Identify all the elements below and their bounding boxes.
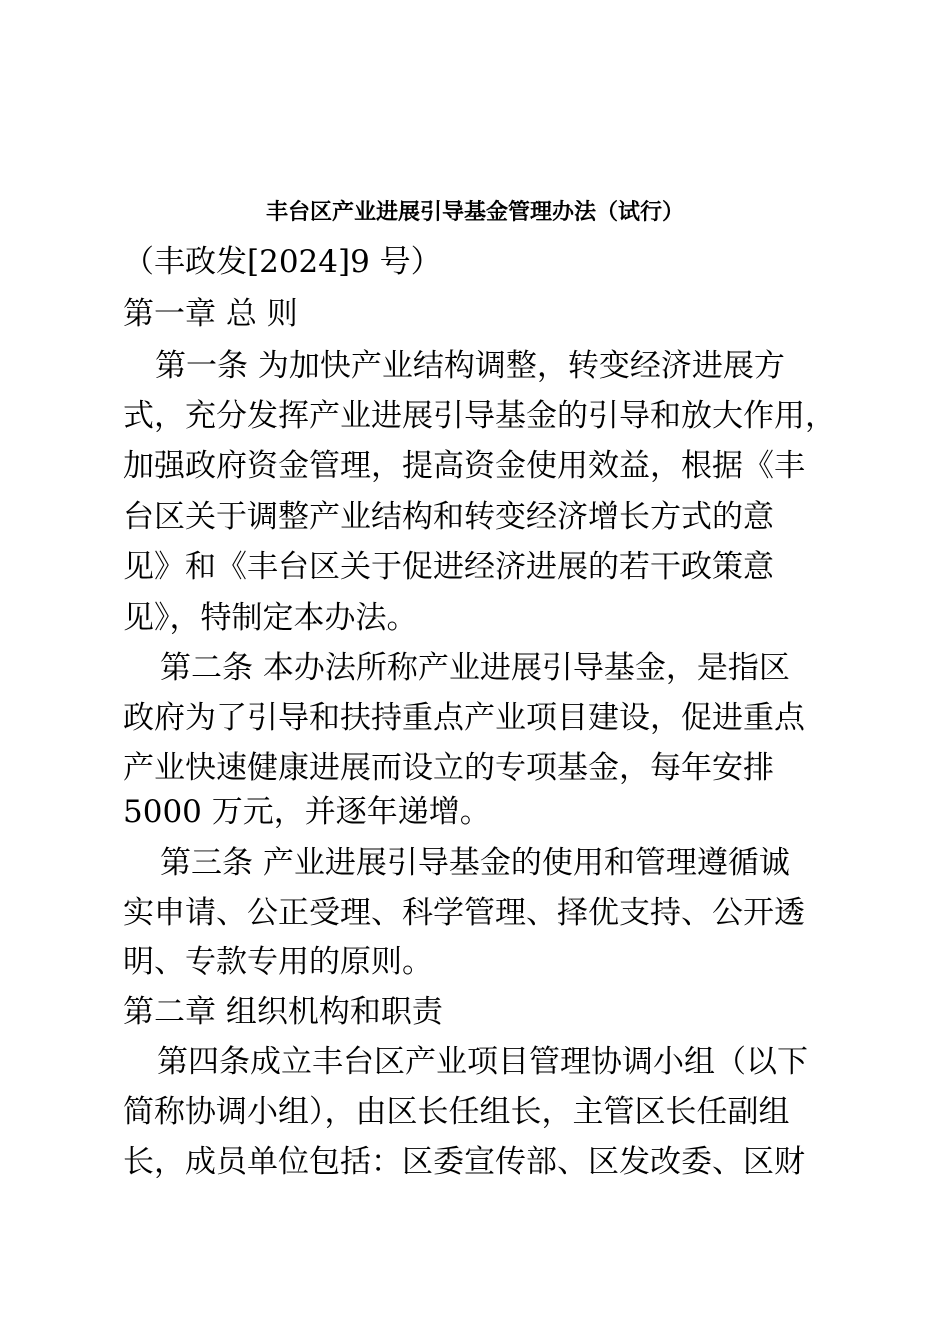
chapter-heading-2: 第二章 组织机构和职责 [123,994,443,1030]
paragraph-line: 台区关于调整产业结构和转变经济增长方式的意 [123,499,774,535]
paragraph-line: 见》和《丰台区关于促进经济进展的若干政策意 [123,549,774,585]
paragraph-line: 第一条 为加快产业结构调整，转变经济进展方 [155,348,785,384]
document-title: 丰台区产业进展引导基金管理办法（试行） [265,199,684,225]
chapter-heading-1: 第一章 总 则 [123,296,298,332]
paragraph-line: 第四条成立丰台区产业项目管理协调小组（以下 [157,1044,808,1080]
document-number: （丰政发[2024]9 号） [123,244,442,280]
paragraph-line: 式，充分发挥产业进展引导基金的引导和放大作用， [123,398,836,434]
paragraph-line: 简称协调小组），由区长任组长，主管区长任副组 [123,1094,790,1130]
paragraph-line: 第二条 本办法所称产业进展引导基金，是指区 [160,650,790,686]
paragraph-line: 见》，特制定本办法。 [123,600,418,636]
paragraph-line: 明、专款专用的原则。 [123,944,433,980]
paragraph-line: 实申请、公正受理、科学管理、择优支持、公开透 [123,895,805,931]
paragraph-line: 5000 万元，并逐年递增。 [123,794,491,830]
paragraph-line: 产业快速健康进展而设立的专项基金，每年安排 [123,750,774,786]
paragraph-line: 第三条 产业进展引导基金的使用和管理遵循诚 [160,845,790,881]
paragraph-line: 政府为了引导和扶持重点产业项目建设，促进重点 [123,700,805,736]
paragraph-line: 加强政府资金管理，提高资金使用效益，根据《丰 [123,448,805,484]
paragraph-line: 长，成员单位包括：区委宣传部、区发改委、区财 [123,1144,805,1180]
